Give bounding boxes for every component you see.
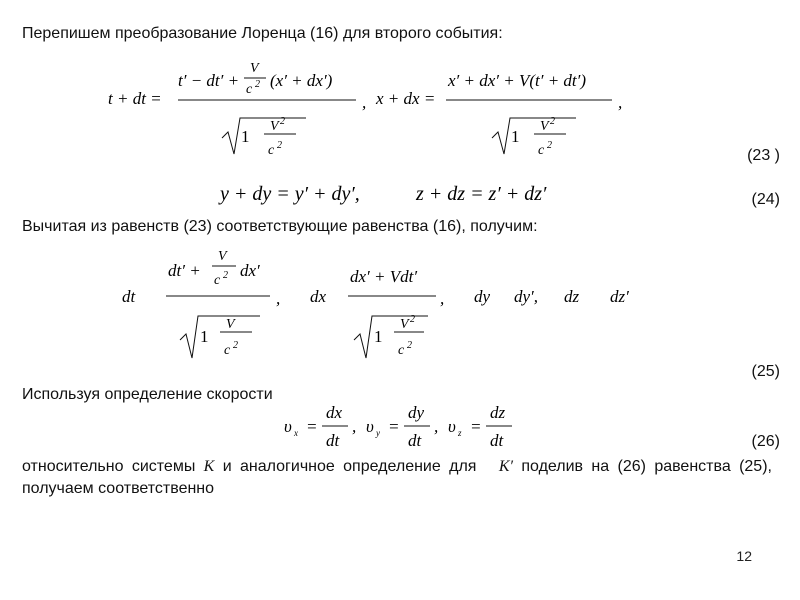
svg-text:2: 2	[223, 270, 228, 281]
frame-k-symbol: K	[203, 458, 215, 475]
svg-text:x: x	[294, 428, 298, 438]
equation-number-23: (23 )	[747, 147, 780, 164]
svg-text:,: ,	[362, 93, 367, 112]
svg-text:dz: dz	[564, 287, 580, 306]
svg-text:dy: dy	[408, 403, 425, 422]
relative-text-end: поделив на (26) равенства (25), получаем соответственно	[22, 458, 772, 497]
svg-text:,: ,	[352, 417, 357, 436]
frame-k-prime-symbol: K′	[498, 458, 513, 475]
page-number: 12	[736, 548, 752, 564]
equation-24	[220, 176, 600, 215]
svg-text:2: 2	[407, 340, 412, 351]
svg-text:c: c	[538, 143, 545, 158]
svg-text:dx: dx	[326, 403, 343, 422]
svg-text:υ: υ	[284, 417, 292, 436]
svg-text:2: 2	[255, 79, 260, 90]
relative-text-start: относительно системы	[22, 458, 196, 475]
svg-text:c: c	[398, 343, 405, 358]
svg-text:c: c	[246, 82, 253, 97]
intro-text: Перепишем преобразование Лоренца (16) для второго события:	[22, 25, 503, 42]
svg-text:dz: dz	[490, 403, 506, 422]
svg-text:1: 1	[200, 327, 209, 346]
svg-text:V: V	[400, 317, 409, 332]
svg-text:2: 2	[280, 116, 285, 127]
svg-text:υ: υ	[448, 417, 456, 436]
svg-text:dx: dx	[310, 287, 327, 306]
svg-text:2: 2	[233, 340, 238, 351]
equation-23	[100, 58, 660, 183]
equation-number-25: (25)	[751, 363, 780, 380]
svg-text:V: V	[250, 61, 259, 76]
svg-text:V: V	[218, 249, 227, 264]
svg-text:dt: dt	[122, 287, 136, 306]
svg-text:2: 2	[410, 314, 415, 325]
svg-text:dx′ + Vdt′: dx′ + Vdt′	[350, 267, 418, 286]
svg-text:dy′,: dy′,	[514, 287, 539, 306]
equation-25	[118, 246, 678, 371]
relative-text	[22, 456, 772, 500]
svg-text:,: ,	[434, 417, 439, 436]
relative-text-mid: и аналогичное определение для	[222, 458, 477, 475]
svg-text:V: V	[540, 119, 549, 134]
svg-text:=: =	[388, 417, 400, 436]
svg-text:dt: dt	[326, 431, 340, 450]
svg-text:dy: dy	[474, 287, 491, 306]
svg-text:dt: dt	[408, 431, 422, 450]
svg-text:,: ,	[440, 289, 445, 308]
equation-26	[284, 398, 554, 461]
subtract-text: Вычитая из равенств (23) соответствующие равенства (16), получим:	[22, 218, 538, 235]
svg-text:dt: dt	[490, 431, 504, 450]
svg-text:V: V	[226, 317, 235, 332]
svg-text:V: V	[270, 119, 279, 134]
equation-number-24: (24)	[751, 191, 780, 208]
svg-text:,: ,	[618, 93, 623, 112]
svg-text:2: 2	[547, 140, 552, 151]
svg-text:1: 1	[374, 327, 383, 346]
svg-text:2: 2	[550, 116, 555, 127]
svg-text:x′ + dx′ + V(t′ + dt′): x′ + dx′ + V(t′ + dt′)	[448, 71, 587, 90]
svg-text:=: =	[470, 417, 482, 436]
svg-text:t′ − dt′ +: t′ − dt′ +	[178, 71, 240, 90]
svg-text:υ: υ	[366, 417, 374, 436]
svg-text:y + dy = y′ + dy′,: y + dy = y′ + dy′,	[220, 183, 360, 205]
svg-text:(x′ + dx′): (x′ + dx′)	[270, 71, 333, 90]
svg-text:dz′: dz′	[610, 287, 629, 306]
svg-text:c: c	[268, 143, 275, 158]
svg-text:2: 2	[277, 140, 282, 151]
svg-text:=: =	[306, 417, 318, 436]
svg-text:dx′: dx′	[240, 261, 260, 280]
svg-text:z + dz = z′ + dz′: z + dz = z′ + dz′	[416, 183, 547, 205]
velocity-text: Используя определение скорости	[22, 386, 273, 403]
svg-text:c: c	[214, 273, 221, 288]
svg-text:z: z	[458, 428, 462, 438]
svg-text:c: c	[224, 343, 231, 358]
svg-text:,: ,	[276, 289, 281, 308]
svg-text:dt′ +: dt′ +	[168, 261, 201, 280]
svg-text:y: y	[376, 428, 380, 438]
svg-text:1: 1	[511, 127, 520, 146]
svg-text:x + dx =: x + dx =	[376, 89, 436, 108]
equation-number-26: (26)	[751, 433, 780, 450]
svg-text:t + dt =: t + dt =	[108, 89, 162, 108]
svg-text:1: 1	[241, 127, 250, 146]
